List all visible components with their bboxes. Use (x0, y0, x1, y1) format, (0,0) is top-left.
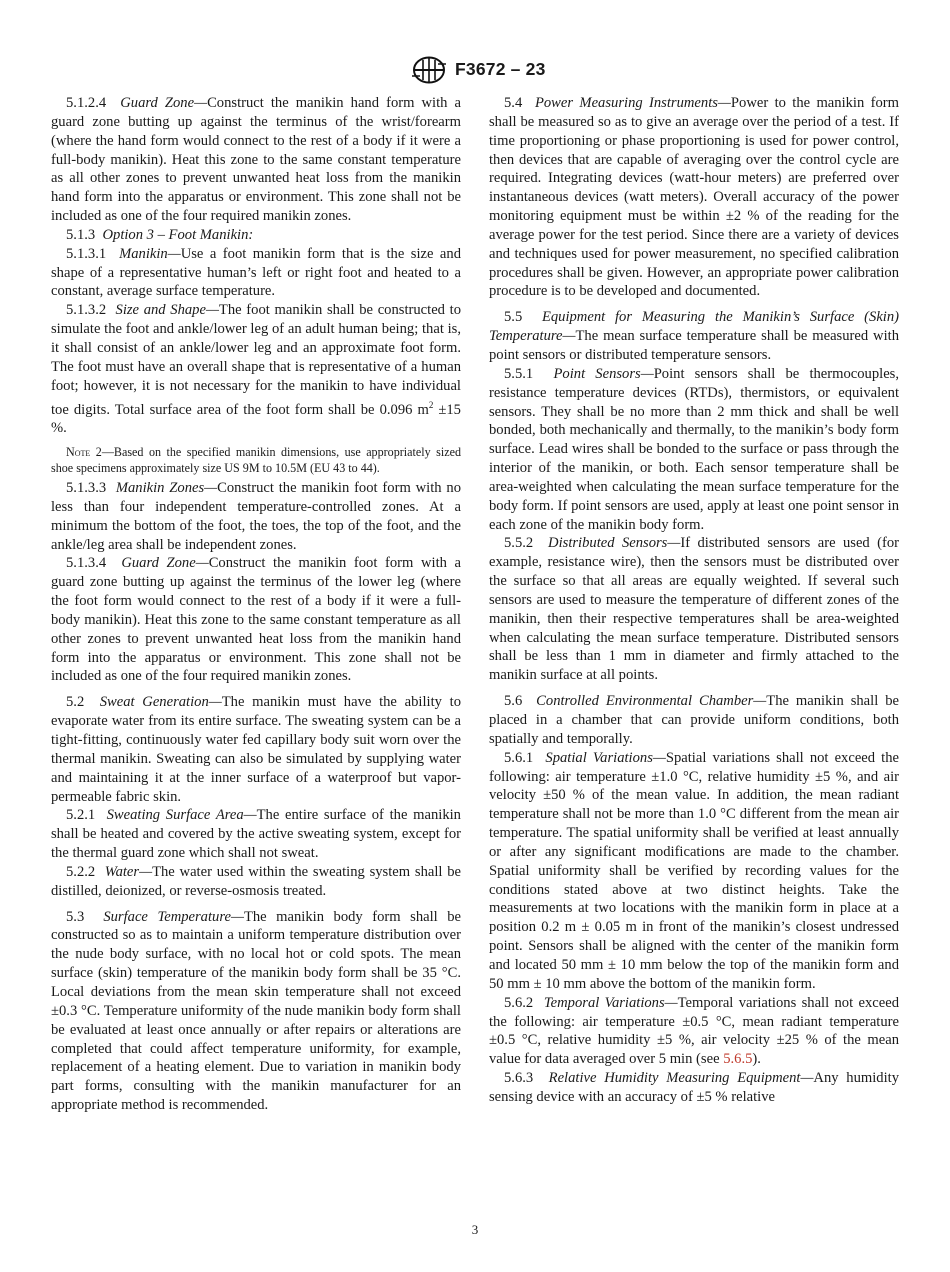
paragraph-5-6: 5.6 Controlled Environmental Chamber—The manikin shall be placed in a chamber that can provide uniform conditions, both spatially and temporally. (489, 693, 899, 747)
paragraph-5-1-3-2: 5.1.3.2 Size and Shape—The foot manikin shall be constructed to simulate the foot and ankle/lower leg of an adult human being; that is, it shall consist of an ankle/lower leg and an approximate foot form. The foot must have an overall shape that is representative of a human foot; however, it is not necessary for the manikin to have individual toe digits. Total surface area of the foot form shall be 0.096 $m^2 \pm 15$ %. (51, 302, 462, 437)
paragraph-5-1-3-1: 5.1.3.1 Manikin—Use a foot manikin form that is the size and shape of a representative human’s left or right foot and heated to a constant, average surface temperature. (51, 245, 461, 300)
paragraph-5-6-2: 5.6.2 Temporal Variations—Temporal variations shall not exceed the following: air temperature ±0.5 °C, mean radiant temperature ±0.5 °C, relative humidity ±5 %, air velocity ±25 % of the mean value for data averaged over 5 min (see 5.6.5). (489, 994, 899, 1068)
left-column (51, 94, 461, 1115)
paragraph-5-6-3: 5.6.3 Relative Humidity Measuring Equipment—Any humidity sensing device with an accuracy of ±5 % relative (489, 1070, 899, 1105)
paragraph-5-1-2-4: 5.1.2.4 Guard Zone—Construct the manikin hand form with a guard zone butting up against the terminus of the wrist/forearm (where the hand form would connect to the rest of a body if it were a full-body manikin). Heat this zone to the same constant temperature as all other zones to prevent unwanted heat loss from the manikin hand form into the apparatus or environment. This zone shall not be included as one of the four required manikin zones. (51, 95, 461, 225)
section-link-5-6-5[interactable]: 5.6.5 (723, 1051, 753, 1068)
paragraph-5-1-3-3: 5.1.3.3 Manikin Zones—Construct the manikin foot form with no less than four independent temperature-controlled zones. At a minimum the bottom of the foot, the toes, the top of the foot, and the ankle/leg area shall be independent zones. (51, 480, 462, 553)
paragraph-5-5: 5.5 Equipment for Measuring the Manikin’s Surface (Skin) Temperature—The mean surface temperature shall be measured with point sensors or distributed temperature sensors. (489, 309, 900, 363)
astm-logo-icon (410, 56, 448, 84)
paragraph-5-1-3-4: 5.1.3.4 Guard Zone—Construct the manikin foot form with a guard zone butting up against the terminus of the lower leg (where the foot form would connect to the rest of a body if it were a full-body manikin). Heat this zone to the same constant temperature as all other zones to prevent unwanted heat loss from the manikin hand form into the apparatus or environment. This zone shall not be included as one of the four required manikin zones. (51, 555, 461, 685)
page-header (0, 56, 950, 84)
document-designation: F3672 – 23 (455, 59, 546, 79)
paragraph-5-2-2: 5.2.2 Water—The water used within the sweating system shall be distilled, deionized, or reverse-osmosis treated. (51, 863, 462, 899)
paragraph-5-6-1: 5.6.1 Spatial Variations—Spatial variations shall not exceed the following: air temperature ±1.0 °C, relative humidity ±5 %, and air velocity ±50 % of the mean value. In addition, the mean radiant temperature shall not be more than 1.0 °C different from the mean air temperature. The spatial uniformity shall be verified at least annually or after any significant modifications are made to the chamber. Spatial uniformity shall be verified by recording values for the conditions stated above at two distinct heights. Take the measurements at two locations with the manikin form in place at a position 0.2 m ± 0.05 m in front of the manikin’s closest undressed point. Sensors shall be aligned with the center of the manikin form and located 50 mm ± 10 mm below the top of the manikin form and 50 mm ± 10 mm above the bottom of the manikin form. (489, 749, 900, 992)
paragraph-5-5-2: 5.5.2 Distributed Sensors—If distributed sensors are used (for example, resistance wire), then the sensors must be distributed over the surface so that all areas are equally weighted. If several such sensors are used to measure the temperature of different zones of the manikin, then their respective temperatures shall be area-weighted when calculating the mean surface temperature. Distributed sensors shall be less than 1 mm in diameter and firmly attached to the manikin surface at all points. (489, 535, 900, 684)
page-number: 3 (471, 1222, 479, 1237)
paragraph-5-2-1: 5.2.1 Sweating Surface Area—The entire surface of the manikin shall be heated and covered by the active sweating system, except for the thermal guard zone which shall not sweat. (51, 807, 461, 862)
paragraph-5-3: 5.3 Surface Temperature—The manikin body form shall be constructed so as to maintain a uniform temperature distribution over the nude body surface, with no local hot or cold spots. The mean surface (skin) temperature of the manikin body form shall be 35 °C. Local deviations from the mean skin temperature shall not exceed ±0.3 °C. Temperature uniformity of the nude manikin body form shall be evaluated at least once annually or after repairs or alterations are completed that could affect temperature uniformity, for example, replacement of a heating element. Due to variation in manikin body part forms, consulting with the manikin manufacturer for an appropriate method is recommended. (51, 908, 462, 1114)
paragraph-5-2: 5.2 Sweat Generation—The manikin must have the ability to evaporate water from its entire surface. The sweating system can be a tight-fitting, continuously water fed capillary body suit worn over the thermal manikin. Sweating can also be simulated by supplying water and maintaining it at the inner surface of a waterproof but vapor-permeable fabric skin. (51, 694, 461, 805)
paragraph-5-1-3: 5.1.3 Option 3 – Foot Manikin: (66, 226, 254, 243)
right-column (489, 94, 899, 1107)
note-2: Note 2—Based on the specified manikin dimensions, use appropriately sized shoe specimens approximately size US 9M to 10.5M (EU 43 to 44). (51, 445, 461, 475)
paragraph-5-4: 5.4 Power Measuring Instruments—Power to the manikin form shall be measured so as to give an average over the period of a test. If time proportioning or phase proportioning is used for power control, then devices that are capable of averaging over the control cycle are required. Integrating devices (watt-hour meters) are preferred over instantaneous devices (watt meters). Overall accuracy of the power monitoring equipment must be within ±2 % of the reading for the average power for the test period. Since there are a variety of devices and techniques used for power measurement, no specified calibration procedures shall be given. However, an appropriate power calibration procedure is to be developed and documented. (489, 95, 900, 300)
paragraph-5-5-1: 5.5.1 Point Sensors—Point sensors shall be thermocouples, resistance temperature devices (RTDs), thermistors, or equivalent sensors. They shall be no more than 2 mm thick and shall be well bonded, both mechanically and thermally, to the manikin’s body form surface. Lead wires shall be bonded to the surface or pass through the interior of the manikin, or both. Each sensor temperature shall be area-weighted when calculating the mean surface temperature for the body form. If point sensors are used, apply at least one point sensor in each zone of the manikin body form. (489, 365, 900, 533)
